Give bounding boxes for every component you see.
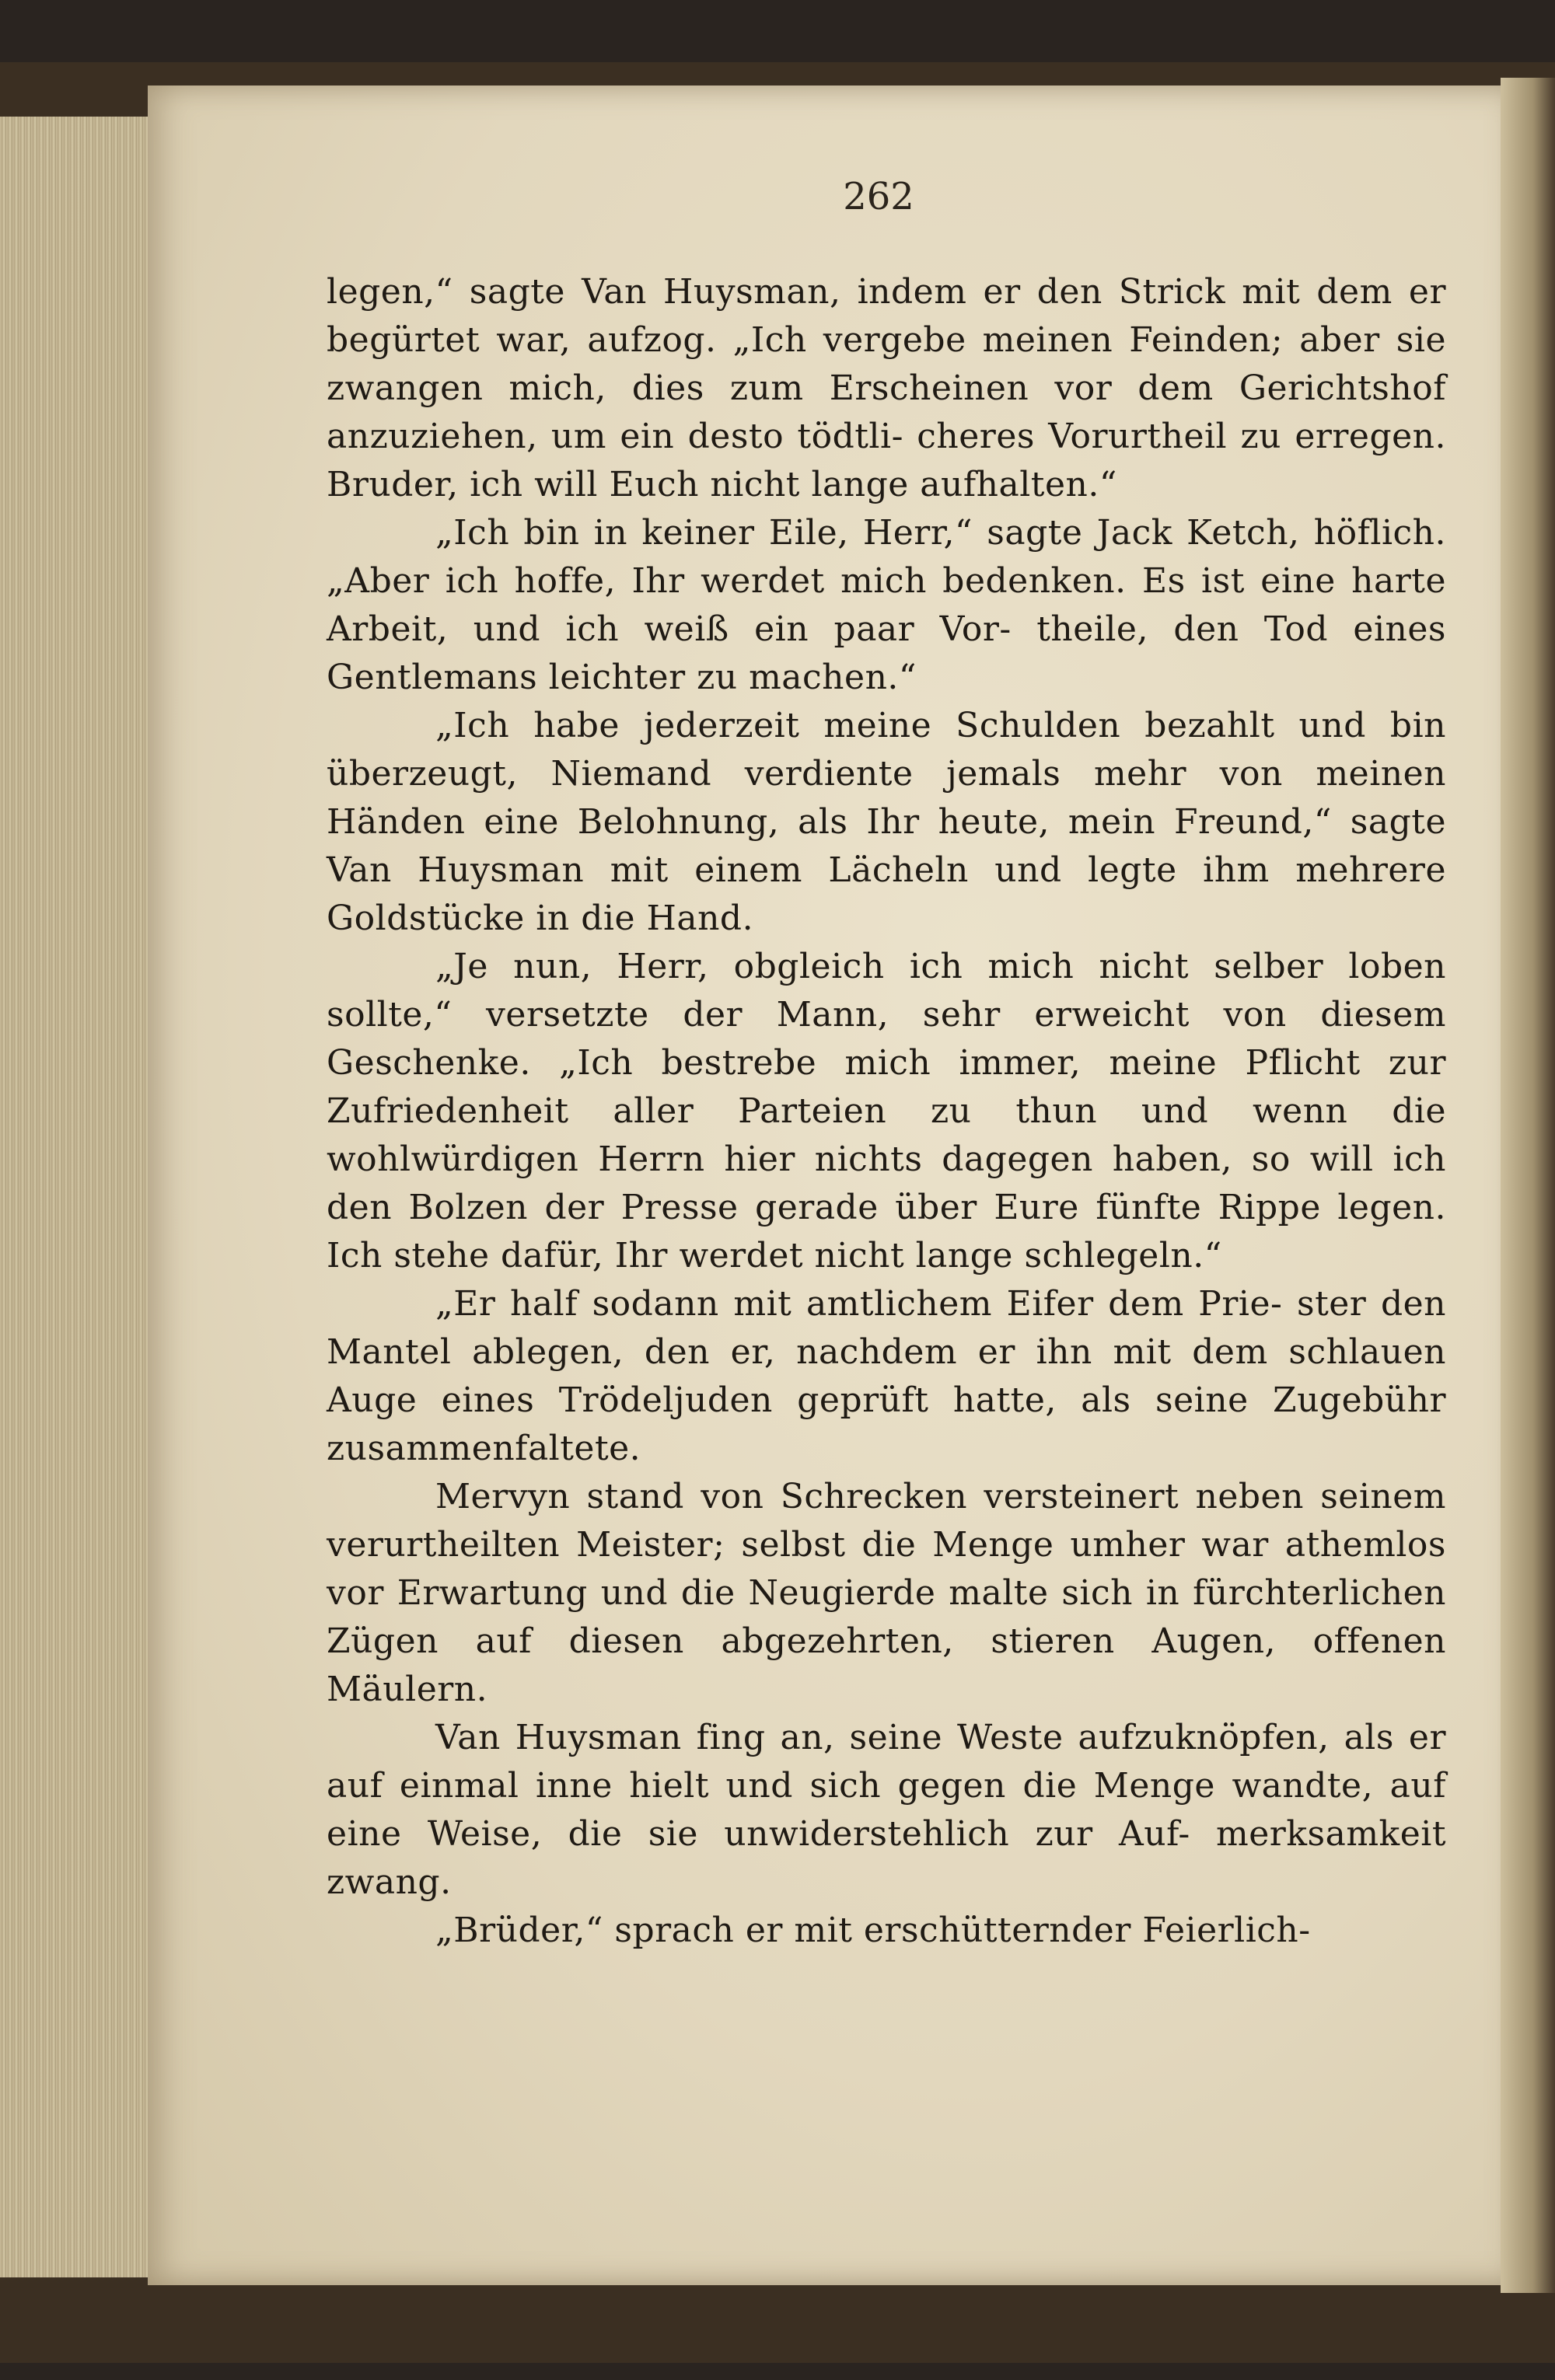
paragraph: „Brüder,“ sprach er mit erschütternder Feierlich- [435, 1911, 1311, 1950]
paragraph: Mervyn stand von Schrecken versteinert neben seinem verurtheilten Meister; selbst die Menge umher war athemlos vor Erwartung und die Neugierde malte sich in fürchterlichen Zügen auf diesen abgezehrten, stieren Augen, offenen Mäulern. [327, 1477, 1446, 1709]
paragraph: „Je nun, Herr, obgleich ich mich nicht selber loben sollte,“ versetzte der Mann, sehr erweicht von diesem Geschenke. „Ich bestrebe mich immer, meine Pflicht zur Zufriedenheit aller Parteien zu thun und wenn die wohlwürdigen Herrn hier nichts dagegen haben, so will ich den Bolzen der Presse gerade über Eure fünfte Rippe legen. Ich stehe dafür, Ihr werdet nicht lange schlegeln.“ [327, 947, 1446, 1275]
paragraph: „Ich bin in keiner Eile, Herr,“ sagte Jack Ketch, höflich. „Aber ich hoffe, Ihr werdet mich bedenken. Es ist eine harte Arbeit, und ich weiß ein paar Vor- theile, den Tod eines Gentlemans leichter zu machen.“ [327, 513, 1446, 697]
paragraph: „Er half sodann mit amtlichem Eifer dem Prie- ster den Mantel ablegen, den er, nachdem er ihn mit dem schlauen Auge eines Trödeljuden geprüft hatte, als seine Zugebühr zusammenfaltete. [327, 1284, 1446, 1468]
page-fold [1501, 78, 1555, 2293]
paragraph: Van Huysman fing an, seine Weste aufzuknöpfen, als er auf einmal inne hielt und sich gegen die Menge wandte, auf eine Weise, die sie unwiderstehlich zur Auf- merksamkeit zwang. [327, 1718, 1446, 1902]
paragraph: legen,“ sagte Van Huysman, indem er den Strick mit dem er begürtet war, aufzog. „Ich vergebe meinen Feinden; aber sie zwangen mich, dies zum Erscheinen vor dem Gerichtshof anzuziehen, um ein desto tödtli- cheres Vorurtheil zu erregen. Bruder, ich will Euch nicht lange aufhalten.“ [327, 272, 1446, 504]
page-number: 262 [843, 175, 914, 218]
page-text [327, 268, 1446, 1955]
paragraph: „Ich habe jederzeit meine Schulden bezahlt und bin überzeugt, Niemand verdiente jemals mehr von meinen Händen eine Belohnung, als Ihr heute, mein Freund,“ sagte Van Huysman mit einem Lächeln und legte ihm mehrere Goldstücke in die Hand. [327, 706, 1446, 938]
